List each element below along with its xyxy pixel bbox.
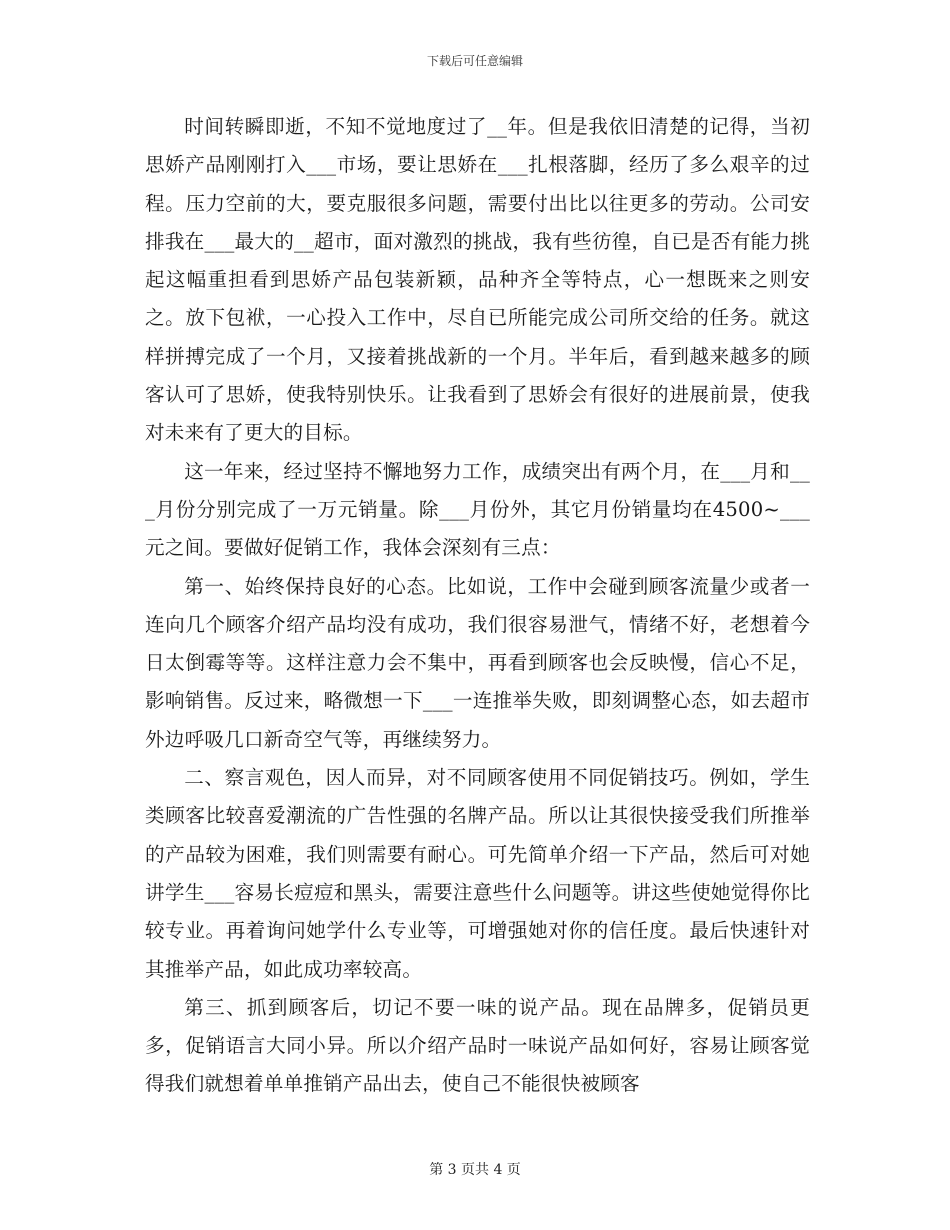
page-header: 下载后可任意编辑 xyxy=(426,54,523,68)
paragraph: 第三、抓到顾客后，切记不要一味的说产品。现在品牌多，促销员更多，促销语言大同小异。所以介绍产品时一味说产品如何好，容易让顾客觉得我们就想着单单推销产品出去，使自己不能很快被顾客 xyxy=(145,995,810,1096)
paragraph: 时间转瞬即逝，不知不觉地度过了__年。但是我依旧清楚的记得，当初思娇产品刚刚打入___市场，要让思娇在___扎根落脚，经历了多么艰辛的过程。压力空前的大，要克服很多问题，需要付出比以往更多的劳动。公司安排我在___最大的__超市，面对激烈的挑战，我有些彷徨，自已是否有能力挑起这幅重担看到思娇产品包装新颖，品种齐全等特点，心一想既来之则安之。放下包袱，一心投入工作中，尽自已所能完成公司所交给的任务。就这样拼搏完成了一个月，又接着挑战新的一个月。半年后，看到越来越多的顾客认可了思娇，使我特别快乐。让我看到了思娇会有很好的进展前景，使我对未来有了更大的目标。 xyxy=(145,115,810,445)
paragraph: 这一年来，经过坚持不懈地努力工作，成绩突出有两个月，在___月和___月份分别完成了一万元销量。除___月份外，其它月份销量均在4500~___元之间。要做好促销工作，我体会深刻有三点： xyxy=(145,459,810,560)
document-body xyxy=(145,108,810,1104)
paragraph: 第一、始终保持良好的心态。比如说，工作中会碰到顾客流量少或者一连向几个顾客介绍产品均没有成功，我们很容易泄气，情绪不好，老想着今日太倒霉等等。这样注意力会不集中，再看到顾客也会反映慢，信心不足，影响销售。反过来，略微想一下___一连推举失败，即刻调整心态，如去超市外边呼吸几口新奇空气等，再继续努力。 xyxy=(145,574,810,751)
paragraph: 二、察言观色，因人而异，对不同顾客使用不同促销技巧。例如，学生类顾客比较喜爱潮流的广告性强的名牌产品。所以让其很快接受我们所推举的产品较为困难，我们则需要有耐心。可先简单介绍一下产品，然后可对她讲学生___容易长痘痘和黑头，需要注意些什么问题等。讲这些使她觉得你比较专业。再着询问她学什么专业等，可增强她对你的信任度。最后快速针对其推举产品，如此成功率较高。 xyxy=(145,766,810,981)
page-footer: 第 3 页共 4 页 xyxy=(429,1162,521,1178)
